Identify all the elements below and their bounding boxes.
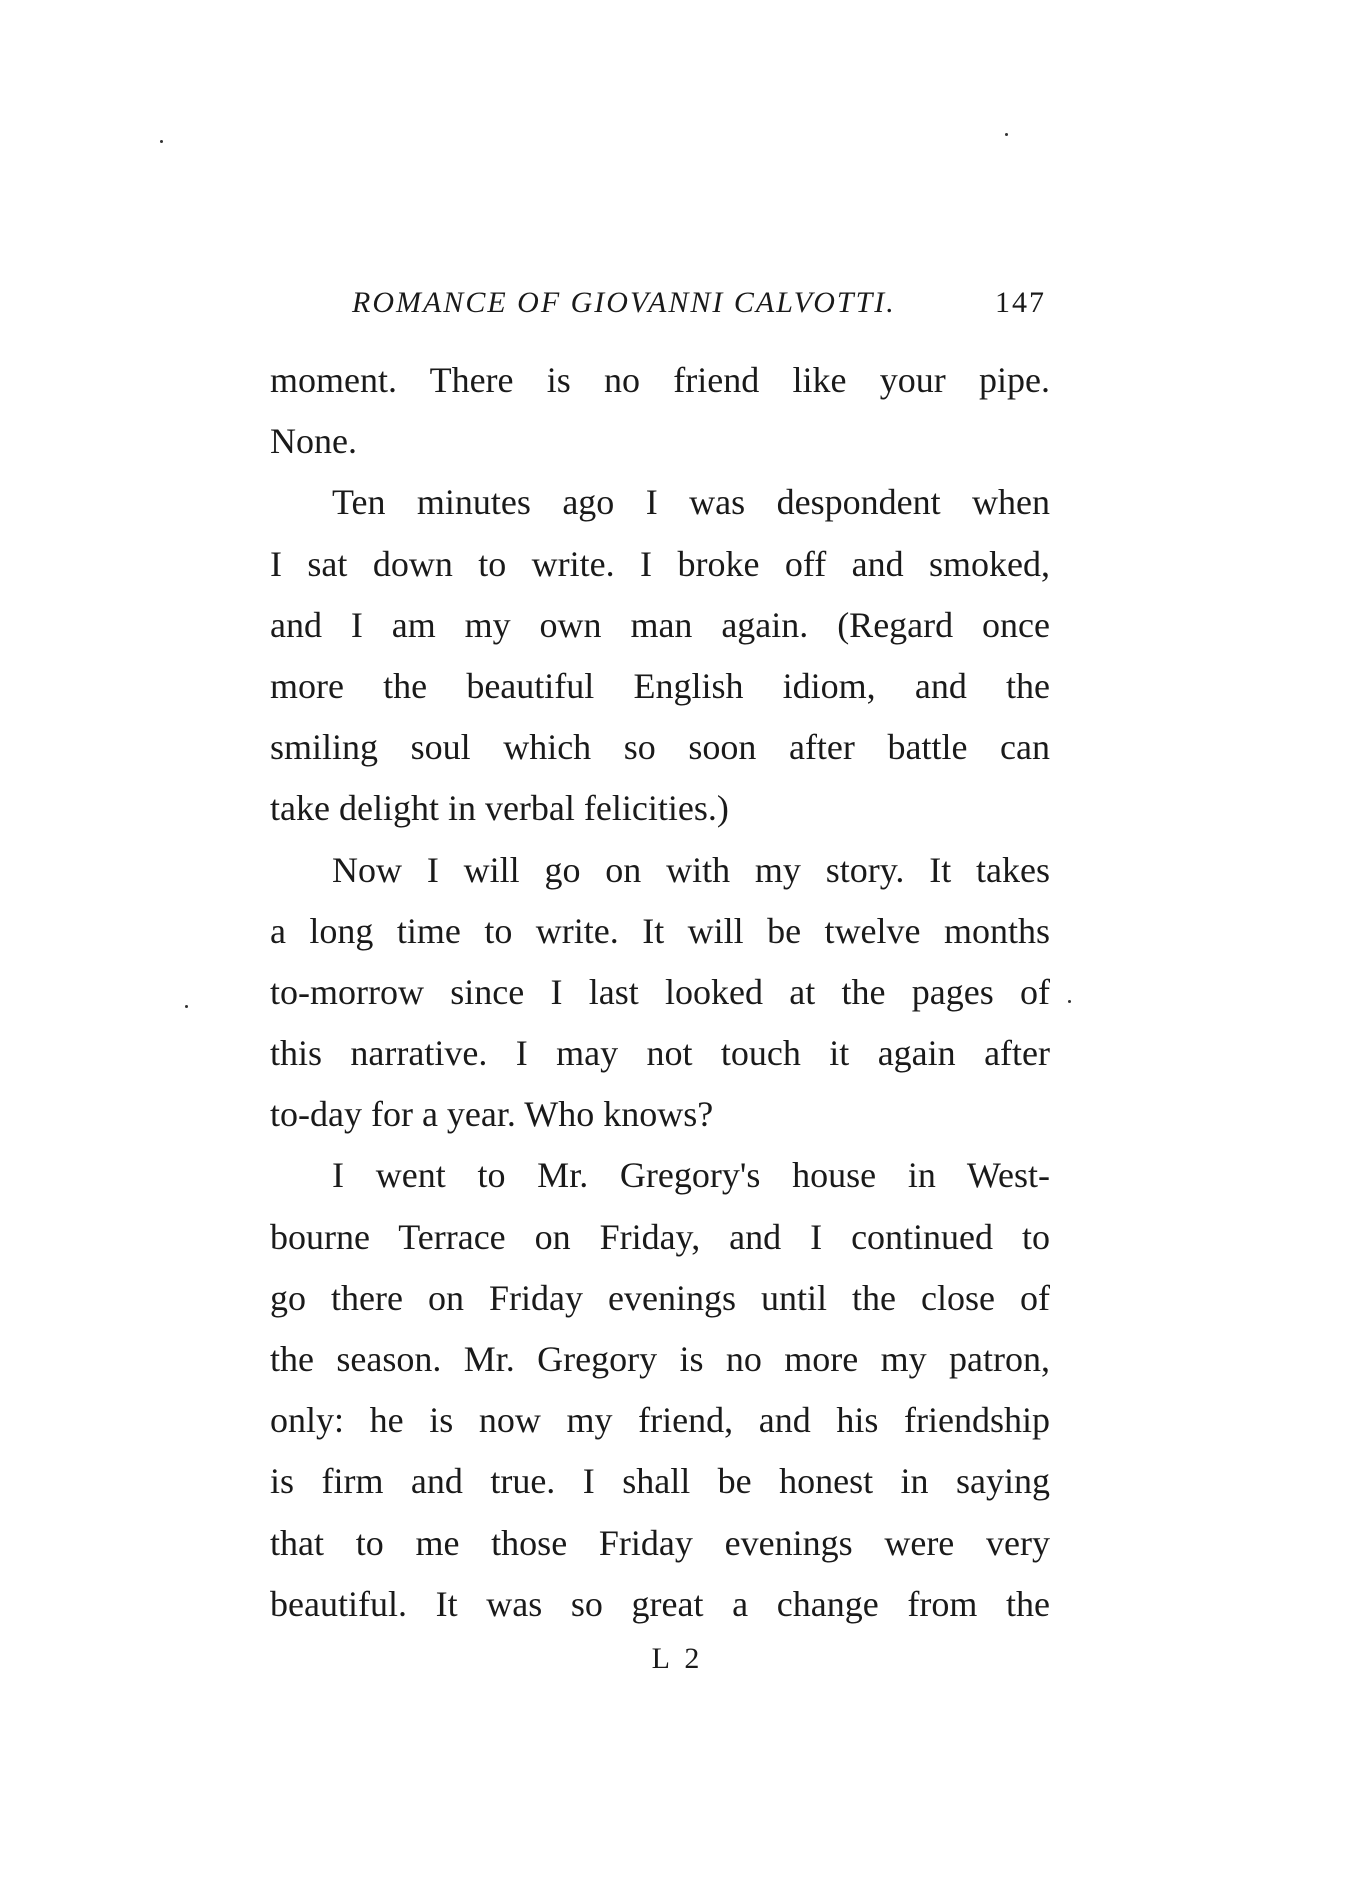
text-line: moment. There is no friend like your pipe. (270, 360, 1050, 400)
text-line: and I am my own man again. (Regard once (270, 604, 1050, 645)
page-number: 147 (995, 286, 1046, 319)
body-text (270, 350, 1050, 1635)
text-line: to-morrow since I last looked at the pages of (270, 971, 1050, 1012)
text-line: I went to Mr. Gregory's house in West- (332, 1155, 1050, 1196)
text-line: the season. Mr. Gregory is no more my patron, (270, 1339, 1050, 1379)
text-line: take delight in verbal felicities.) (270, 788, 729, 829)
text-line: this narrative. I may not touch it again after (270, 1033, 1050, 1074)
text-line: beautiful. It was so great a change from the (270, 1583, 1050, 1624)
running-title: ROMANCE OF GIOVANNI CALVOTTI. (352, 286, 896, 319)
running-head (270, 282, 1060, 332)
text-line: is firm and true. I shall be honest in saying (270, 1461, 1050, 1502)
text-line: I sat down to write. I broke off and smoked, (270, 543, 1050, 584)
print-speck (1005, 133, 1008, 136)
text-line: Now I will go on with my story. It takes (332, 849, 1050, 890)
print-speck (1068, 1000, 1071, 1003)
text-line: more the beautiful English idiom, and the (270, 665, 1050, 706)
text-line: that to me those Friday evenings were very (270, 1522, 1050, 1563)
text-line: to-day for a year. Who knows? (270, 1094, 714, 1135)
signature-mark: L 2 (651, 1642, 704, 1675)
text-line: smiling soul which so soon after battle can (270, 727, 1050, 768)
text-line: a long time to write. It will be twelve months (270, 910, 1050, 951)
text-line: bourne Terrace on Friday, and I continued to (270, 1216, 1050, 1257)
print-speck (185, 1005, 188, 1008)
text-line: go there on Friday evenings until the close of (270, 1277, 1050, 1318)
text-line: only: he is now my friend, and his friendship (270, 1400, 1050, 1441)
print-speck (160, 140, 163, 143)
text-line: None. (270, 421, 357, 462)
text-line: Ten minutes ago I was despondent when (332, 482, 1050, 523)
